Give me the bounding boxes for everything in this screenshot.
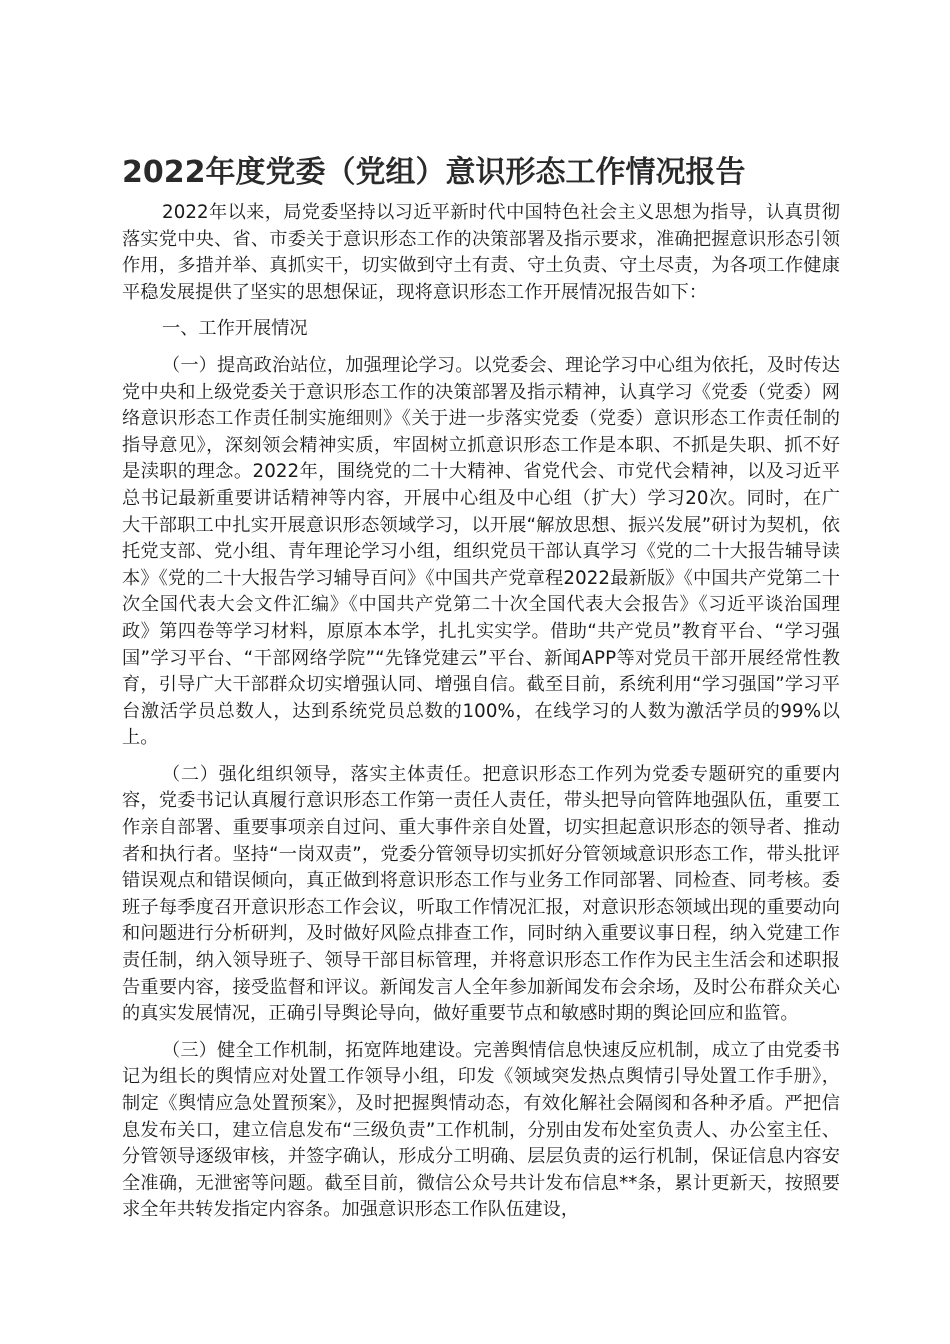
intro-paragraph: 2022年以来，局党委坚持以习近平新时代中国特色社会主义思想为指导，认真贯彻落实党中央、省、市委关于意识形态工作的决策部署及指示要求，准确把握意识形态引领作用，多措并举、真抓实干，切实做到守土有责、守土负责、守土尽责，为各项工作健康平稳发展提供了坚实的思想保证，现将意识形态工作开展情况报告如下：	[122, 202, 840, 303]
paragraph-theory-study: （一）提高政治站位，加强理论学习。以党委会、理论学习中心组为依托，及时传达党中央和上级党委关于意识形态工作的决策部署及指示精神，认真学习《党委（党委）网络意识形态工作责任制实施细则》《关于进一步落实党委（党委）意识形态工作责任制的指导意见》，深刻领会精神实质，牢固树立抓意识形态工作是本职、不抓是失职、抓不好是渎职的理念。2022年，围绕党的二十大精神、省党代会、市党代会精神，以及习近平总书记最新重要讲话精神等内容，开展中心组及中心组（扩大）学习20次。同时，在广大干部职工中扎实开展意识形态领域学习，以开展“解放思想、振兴发展”研讨为契机，依托党支部、党小组、青年理论学习小组，组织党员干部认真学习《党的二十大报告辅导读本》《党的二十大报告学习辅导百问》《中国共产党章程2022最新版》《中国共产党第二十次全国代表大会文件汇编》《中国共产党第二十次全国代表大会报告》《习近平谈治国理政》第四卷等学习材料，原原本本学，扎扎实实学。借助“共产党员”教育平台、“学习强国”学习平台、“干部网络学院”“先锋党建云”平台、新闻APP等对党员干部开展经常性教育，引导广大干部群众切实增强认同、增强自信。截至目前，系统利用“学习强国”学习平台激活学员总数人，达到系统党员总数的100%，在线学习的人数为激活学员的99%以上。	[122, 354, 840, 749]
paragraph-work-mechanism: （三）健全工作机制，拓宽阵地建设。完善舆情信息快速反应机制，成立了由党委书记为组长的舆情应对处置工作领导小组，印发《领域突发热点舆情引导处置工作手册》，制定《舆情应急处置预案》，及时把握舆情动态，有效化解社会隔阂和各种矛盾。严把信息发布关口，建立信息发布“三级负责”工作机制，分别由发布处室负责人、办公室主任、分管领导逐级审核，并签字确认，形成分工明确、层层负责的运行机制，保证信息内容安全准确，无泄密等问题。截至目前，微信公众号共计发布信息**条，累计更新天，按照要求全年共转发指定内容条。加强意识形态工作队伍建设，	[122, 1039, 840, 1221]
section-heading: 一、工作开展情况	[162, 318, 308, 340]
document-page	[122, 148, 840, 1234]
paragraph-organization-leadership: （二）强化组织领导，落实主体责任。把意识形态工作列为党委专题研究的重要内容，党委书记认真履行意识形态工作第一责任人责任，带头把导向管阵地强队伍，重要工作亲自部署、重要事项亲自过问、重大事件亲自处置，切实担起意识形态的领导者、推动者和执行者。坚持“一岗双责”，党委分管领导切实抓好分管领域意识形态工作，带头批评错误观点和错误倾向，真正做到将意识形态工作与业务工作同部署、同检查、同考核。委班子每季度召开意识形态工作会议，听取工作情况汇报，对意识形态领域出现的重要动向和问题进行分析研判，及时做好风险点排查工作，同时纳入重要议事日程，纳入党建工作责任制，纳入领导班子、领导干部目标管理，并将意识形态工作作为民主生活会和述职报告重要内容，接受监督和评议。新闻发言人全年参加新闻发布会余场，及时公布群众关心的真实发展情况，正确引导舆论导向，做好重要节点和敏感时期的舆论回应和监管。	[122, 763, 840, 1025]
document-title: 2022年度党委（党组）意识形态工作情况报告	[122, 155, 746, 190]
